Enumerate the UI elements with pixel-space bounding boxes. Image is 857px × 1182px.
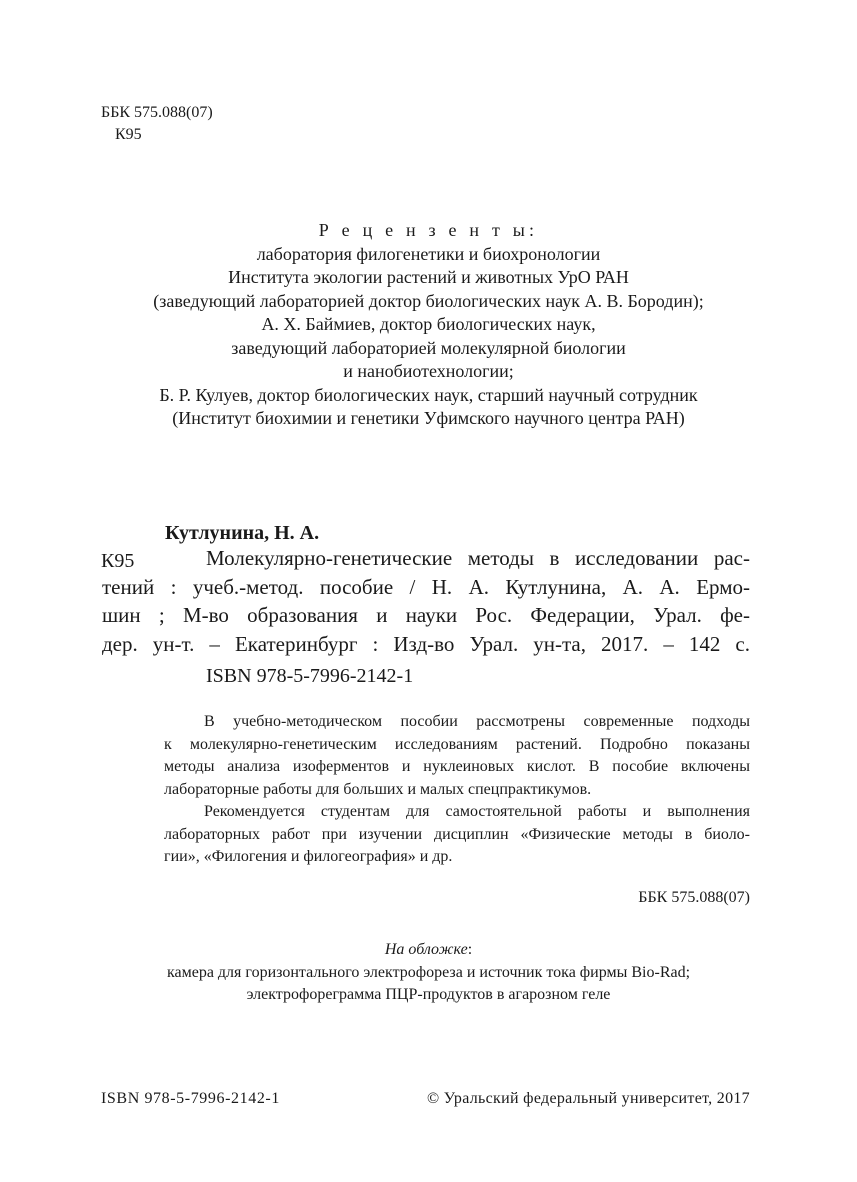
catalog-isbn: ISBN 978-5-7996-2142-1 xyxy=(206,665,414,687)
annotation-line: В учебно-методическом пособии рассмотрены современные подходы xyxy=(204,713,750,730)
cover-label: На обложке xyxy=(384,941,468,958)
reviewer-line: и нанобиотехнологии; xyxy=(343,361,514,381)
annotation-line: методы анализа изоферментов и нуклеиновых кислот. В пособие включены xyxy=(164,758,750,775)
footer-isbn: ISBN 978-5-7996-2142-1 xyxy=(101,1090,280,1107)
annotation-line: Рекомендуется студентам для самостоятельной работы и выполнения xyxy=(204,803,750,820)
footer-copyright: © Уральский федеральный университет, 2017 xyxy=(426,1090,750,1107)
catalog-author: Кутлунина, Н. А. xyxy=(165,522,320,544)
annotation-line: к молекулярно-генетическим исследованиям растений. Подробно показаны xyxy=(164,735,750,753)
bbk-classification-top xyxy=(101,102,213,146)
biblio-line: тений : учеб.-метод. пособие / Н. А. Кутлунина, А. А. Ермо- xyxy=(102,574,750,599)
reviewers-heading: Р е ц е н з е н т ы: xyxy=(318,220,539,240)
cover-heading xyxy=(0,939,857,962)
cover-note xyxy=(0,939,857,1007)
reviewers-block xyxy=(0,219,857,431)
author-mark: К95 xyxy=(115,126,142,143)
reviewer-line: заведующий лабораторией молекулярной биологии xyxy=(231,337,626,358)
reviewer-line: А. Х. Баймиев, доктор биологических наук, xyxy=(261,314,596,334)
biblio-line: шин ; М-во образования и науки Рос. Федерации, Урал. фе- xyxy=(102,603,750,627)
annotation-line: гии», «Филогения и филогеография» и др. xyxy=(164,848,453,865)
reviewer-line: (заведующий лабораторией доктор биологических наук А. В. Бородин); xyxy=(153,290,704,311)
bbk-classification-bottom: ББК 575.088(07) xyxy=(638,889,750,906)
reviewer-line: Б. Р. Кулуев, доктор биологических наук, старший научный сотрудник xyxy=(159,384,698,405)
annotation-line: лабораторные работы для больших и малых спецпрактикумов. xyxy=(164,780,592,798)
bibliographic-description xyxy=(102,544,750,658)
cover-line: электрофореграмма ПЦР-продуктов в агарозном геле xyxy=(246,986,611,1003)
reviewer-line: лаборатория филогенетики и биохронологии xyxy=(256,243,601,264)
cover-label-suffix: : xyxy=(467,941,473,958)
bbk-code: ББК 575.088(07) xyxy=(101,104,213,121)
reviewer-line: Института экологии растений и животных УрО РАН xyxy=(228,267,629,287)
reviewer-line: (Институт биохимии и генетики Уфимского научного центра РАН) xyxy=(172,408,685,428)
biblio-line: Молекулярно-генетические методы в исследовании рас- xyxy=(206,546,750,570)
cover-line: камера для горизонтального электрофореза и источник тока фирмы Bio-Rad; xyxy=(166,963,691,981)
annotation-line: лабораторных работ при изучении дисциплин «Физические методы в биоло- xyxy=(164,825,750,843)
catalog-mark: К95 xyxy=(101,550,135,572)
biblio-line: дер. ун-т. – Екатеринбург : Изд-во Урал. ун-та, 2017. – 142 с. xyxy=(102,631,750,656)
annotation xyxy=(164,711,750,869)
